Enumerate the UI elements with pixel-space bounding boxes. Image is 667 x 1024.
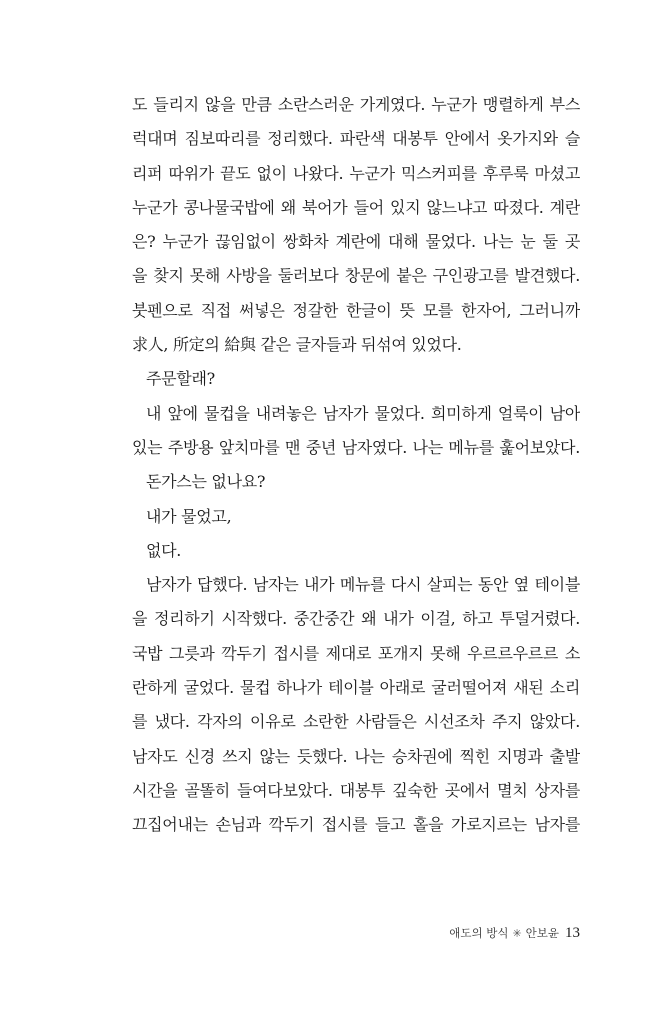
book-title: 애도의 방식 <box>449 926 509 940</box>
running-footer <box>0 922 580 942</box>
text-line: 럭대며 짐보따리를 정리했다. 파란색 대봉투 안에서 옷가지와 슬 <box>132 129 580 149</box>
dialogue-line: 주문할래? <box>146 369 215 389</box>
text-line: 붓펜으로 직접 써넣은 정갈한 한글이 뜻 모를 한자어, 그러니까 <box>132 300 580 320</box>
text-line: 을 정리하기 시작했다. 중간중간 왜 내가 이걸, 하고 투덜거렸다. <box>132 609 580 629</box>
text-line: 내가 물었고, <box>146 506 232 526</box>
body-text <box>132 88 580 843</box>
text-line: 남자도 신경 쓰지 않는 듯했다. 나는 승차권에 찍힌 지명과 출발 <box>132 746 580 766</box>
text-line: 내 앞에 물컵을 내려놓은 남자가 물었다. 희미하게 얼룩이 남아 <box>146 403 580 423</box>
page-number: 13 <box>565 925 580 941</box>
text-line: 求人, 所定의 給與 같은 글자들과 뒤섞여 있었다. <box>132 335 462 355</box>
text-line: 있는 주방용 앞치마를 맨 중년 남자였다. 나는 메뉴를 훑어보았다. <box>132 437 580 457</box>
author-name: 안보윤 <box>525 926 559 940</box>
text-line: 를 냈다. 각자의 이유로 소란한 사람들은 시선조차 주지 않았다. <box>132 712 580 732</box>
text-line: 끄집어내는 손님과 깍두기 접시를 들고 홀을 가로지르는 남자를 <box>132 815 580 835</box>
text-line: 리퍼 따위가 끝도 없이 나왔다. 누군가 믹스커피를 후루룩 마셨고 <box>132 163 580 183</box>
text-line: 시간을 골똘히 들여다보았다. 대봉투 깊숙한 곳에서 멸치 상자를 <box>132 780 580 800</box>
dialogue-line: 돈가스는 없나요? <box>146 472 266 492</box>
dialogue-line: 없다. <box>146 540 182 560</box>
text-line: 란하게 굴었다. 물컵 하나가 테이블 아래로 굴러떨어져 새된 소리 <box>132 678 580 698</box>
text-line: 국밥 그릇과 깍두기 접시를 제대로 포개지 못해 우르르우르르 소 <box>132 643 580 663</box>
text-line: 을 찾지 못해 사방을 둘러보다 창문에 붙은 구인광고를 발견했다. <box>132 266 580 286</box>
asterisk-icon: ✳ <box>512 927 522 940</box>
text-line: 도 들리지 않을 만큼 소란스러운 가게였다. 누군가 맹렬하게 부스 <box>132 95 580 114</box>
text-line: 남자가 답했다. 남자는 내가 메뉴를 다시 살피는 동안 옆 테이블 <box>146 575 580 595</box>
text-line: 누군가 콩나물국밥에 왜 북어가 들어 있지 않느냐고 따졌다. 계란 <box>132 197 580 217</box>
text-line: 은? 누군가 끊임없이 쌍화차 계란에 대해 물었다. 나는 눈 둘 곳 <box>132 232 580 252</box>
